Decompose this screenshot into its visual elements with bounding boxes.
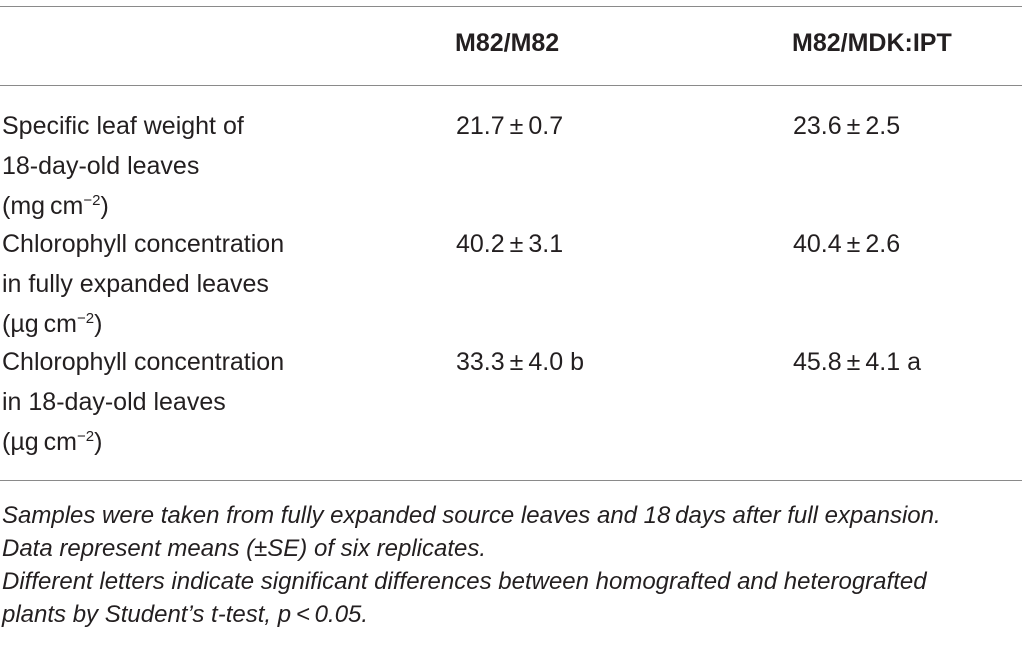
row-label-specific-leaf-weight: Specific leaf weight of 18-day-old leaves (mg $cm^{-2}$) bbox=[2, 106, 432, 226]
column-header-m82-mdk-ipt: M82/MDK:IPT bbox=[792, 29, 952, 57]
footnote-line: Data represent means (±SE) of six replicates. bbox=[2, 535, 487, 562]
cell-m82-mdk-ipt-specific-leaf-weight: 23.6 ± 2.5 bbox=[793, 112, 901, 140]
row-unit: (µg $cm^{-2}$) bbox=[2, 310, 103, 338]
cell-m82-m82-chlorophyll-expanded: 40.2 ± 3.1 bbox=[456, 230, 564, 258]
column-header-m82-m82: M82/M82 bbox=[455, 29, 560, 57]
row-label-chlorophyll-expanded: Chlorophyll concentration in fully expanded leaves (µg $cm^{-2}$) bbox=[2, 224, 432, 344]
table-footnotes bbox=[2, 499, 1020, 631]
footnote-line: plants by Student’s t-test, p < 0.05. bbox=[2, 601, 369, 628]
row-unit: (mg $cm^{-2}$) bbox=[2, 192, 109, 220]
table-top-rule bbox=[0, 6, 1022, 7]
footnote-line: Samples were taken from fully expanded source leaves and 18 days after full expansion. bbox=[2, 502, 941, 529]
cell-m82-mdk-ipt-chlorophyll-expanded: 40.4 ± 2.6 bbox=[793, 230, 901, 258]
footnote-line: Different letters indicate significant differences between homografted and heterografted bbox=[2, 568, 927, 595]
cell-m82-m82-specific-leaf-weight: 21.7 ± 0.7 bbox=[456, 112, 564, 140]
row-label-chlorophyll-18-day: Chlorophyll concentration in 18-day-old leaves (µg $cm^{-2}$) bbox=[2, 342, 432, 462]
row-unit: (µg $cm^{-2}$) bbox=[2, 428, 103, 456]
table-bottom-rule bbox=[0, 480, 1022, 481]
table-header-rule bbox=[0, 85, 1022, 86]
cell-m82-mdk-ipt-chlorophyll-18-day: 45.8 ± 4.1 a bbox=[793, 348, 921, 376]
cell-m82-m82-chlorophyll-18-day: 33.3 ± 4.0 b bbox=[456, 348, 584, 376]
